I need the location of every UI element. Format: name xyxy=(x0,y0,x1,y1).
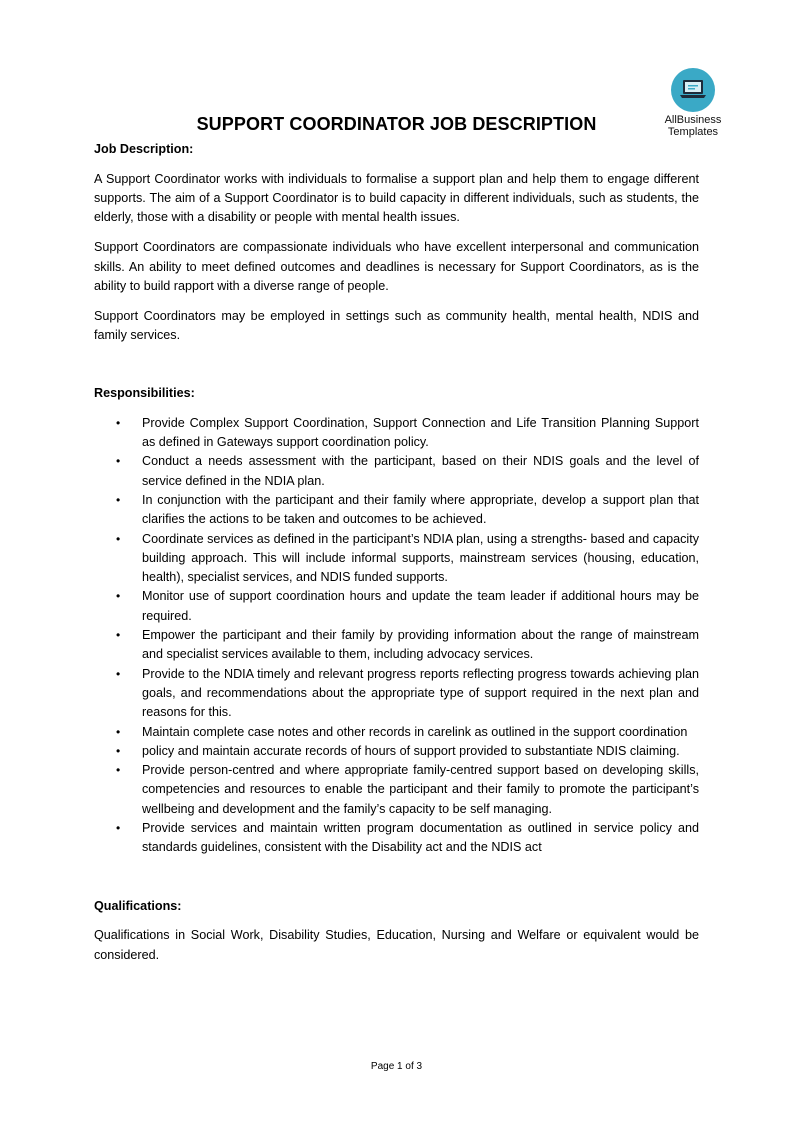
list-item xyxy=(94,665,699,723)
list-item-text: Provide person-centred and where appropriate family-centred support based on developing skills, competencies and resources to enable the participant and their family to promote the participant’s wellbeing and development and the family’s capacity to be self managing. xyxy=(142,763,699,816)
list-item xyxy=(94,819,699,858)
qualifications-paragraph: Qualifications in Social Work, Disability Studies, Education, Nursing and Welfare or equivalent would be considered. xyxy=(94,928,699,962)
list-item xyxy=(94,414,699,453)
list-item xyxy=(94,761,699,819)
list-item-text: Conduct a needs assessment with the participant, based on their NDIS goals and the level of service defined in the NDIA plan. xyxy=(142,454,699,488)
bullet-icon: • xyxy=(116,666,121,681)
list-item xyxy=(94,452,699,491)
list-item xyxy=(94,626,699,665)
list-item-text: Monitor use of support coordination hours and update the team leader if additional hours may be required. xyxy=(142,589,699,623)
list-item-text: In conjunction with the participant and their family where appropriate, develop a support plan that clarifies the actions to be taken and outcomes to be achieved. xyxy=(142,492,699,527)
page-number: Page 1 of 3 xyxy=(370,1061,423,1072)
list-item-text: Empower the participant and their family by providing information about the range of mainstream and specialist services available to them, including advocacy services. xyxy=(142,628,699,662)
bullet-icon: • xyxy=(116,454,121,469)
bullet-icon: • xyxy=(116,531,121,546)
job-description-paragraph: A Support Coordinator works with individuals to formalise a support plan and help them to engage different supports. The aim of a Support Coordinator is to build capacity in different individuals, such as students, the elderly, those with a disability or people with mental health issues. xyxy=(94,171,699,225)
list-item xyxy=(94,587,699,626)
list-item-text: Provide Complex Support Coordination, Support Connection and Life Transition Planning Support as defined in Gateways support coordination policy. xyxy=(142,415,699,450)
bullet-icon: • xyxy=(116,492,121,507)
bullet-icon: • xyxy=(116,743,121,758)
page-title: SUPPORT COORDINATOR JOB DESCRIPTION xyxy=(196,114,597,134)
responsibilities-heading: Responsibilities: xyxy=(94,386,195,401)
list-item-text: policy and maintain accurate records of hours of support provided to substantiate NDIS claiming. xyxy=(142,743,680,758)
responsibilities-list xyxy=(94,414,699,858)
list-item xyxy=(94,491,699,530)
bullet-icon: • xyxy=(116,820,121,835)
list-item xyxy=(94,723,699,742)
list-item-text: Provide to the NDIA timely and relevant progress reports reflecting progress towards achieving plan goals, and recommendations about the appropriate type of support required in the next plan and reasons for this. xyxy=(142,666,699,720)
list-item-text: Coordinate services as defined in the participant’s NDIA plan, using a strengths- based and capacity building approach. This will include informal supports, mainstream services (housing, education, health), specialist services, and NDIS funded supports. xyxy=(142,531,700,585)
bullet-icon: • xyxy=(116,628,121,643)
list-item-text: Provide services and maintain written program documentation as outlined in service policy and standards guidelines, consistent with the Disability act and the NDIS act xyxy=(142,820,699,855)
list-item xyxy=(94,530,699,588)
qualifications-heading: Qualifications: xyxy=(94,898,182,913)
job-description-paragraph: Support Coordinators may be employed in settings such as community health, mental health, NDIS and family services. xyxy=(94,308,699,343)
laptop-icon xyxy=(678,76,708,104)
bullet-icon: • xyxy=(116,415,121,430)
list-item-text: Maintain complete case notes and other records in carelink as outlined in the support coordination xyxy=(142,724,688,739)
bullet-icon: • xyxy=(116,589,121,604)
job-description-heading: Job Description: xyxy=(94,142,194,156)
bullet-icon: • xyxy=(116,724,121,739)
job-description-paragraph: Support Coordinators are compassionate individuals who have excellent interpersonal and communication skills. An ability to meet defined outcomes and deadlines is necessary for Support Coordinators, as is the ability to build rapport with a diverse range of people. xyxy=(94,240,699,293)
logo-line2: Templates xyxy=(667,126,719,138)
logo-badge xyxy=(671,68,715,112)
document-body xyxy=(94,140,699,965)
list-item xyxy=(94,742,699,761)
logo-line1: AllBusiness xyxy=(664,114,722,126)
bullet-icon: • xyxy=(116,763,121,778)
